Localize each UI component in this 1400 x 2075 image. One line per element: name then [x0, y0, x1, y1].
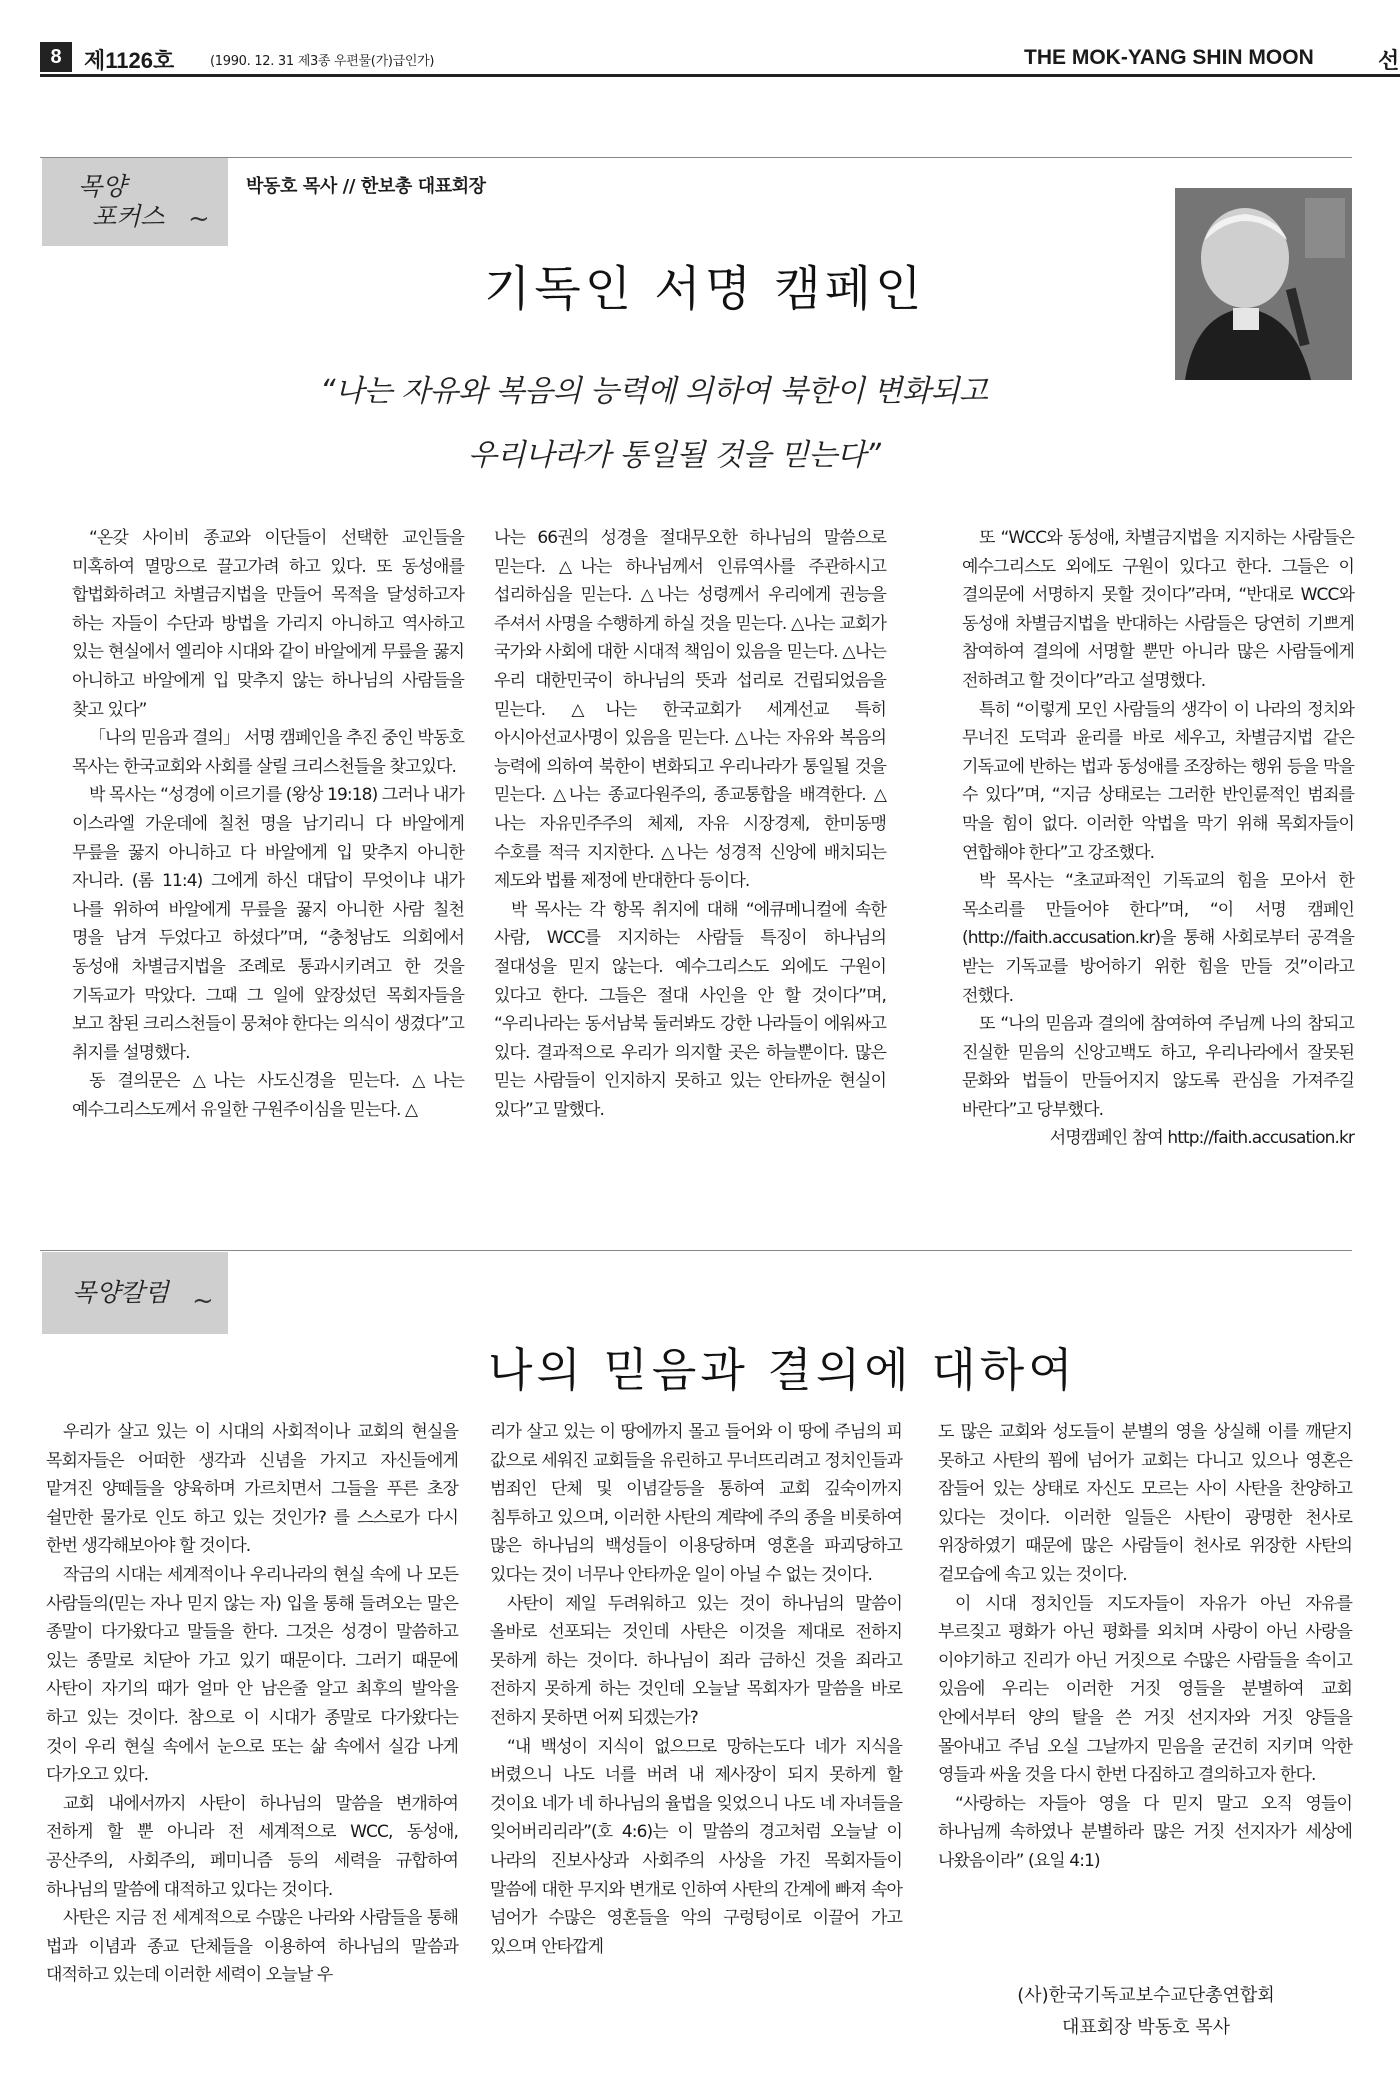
article2-column-2 [490, 1418, 902, 1961]
paragraph: 특히 “이렇게 모인 사람들의 생각이 이 나라의 정치와 무너진 도덕과 윤리를 바로 세우고, 차별금지법 같은 기독교에 반하는 법과 동성애를 조장하는 행위 등을 막을 수 있다”며, “지금 상태로는 그러한 반인륜적인 범죄를 막을 힘이 없다. 이러한 악법을 막기 위해 목회자들이 연합해야 한다”고 강조했다. [962, 699, 1354, 863]
section-rule [40, 1250, 1352, 1251]
paragraph: 사탄은 지금 전 세계적으로 수많은 나라와 사람들을 통해 법과 이념과 종교 단체들을 이용하여 하나님의 말씀과 대적하고 있는데 이러한 세력이 오늘날 우 [46, 1908, 458, 1986]
section-badge-line1: 목양칼럼 [72, 1278, 169, 1307]
column-signature [938, 1980, 1354, 2044]
swirl-icon: ~ [192, 1286, 214, 1316]
paragraph: “사랑하는 자들아 영을 다 믿지 말고 오직 영들이 하나님께 속하였나 분별하라 많은 거짓 선지자가 세상에 나왔음이라” (요일 4:1) [938, 1793, 1352, 1871]
paragraph: 나는 66권의 성경을 절대무오한 하나님의 말씀으로 믿는다. △나는 하나님께서 인류역사를 주관하시고 섭리하심을 믿는다. △나는 성령께서 우리에게 권능을 주셔서 사명을 수행하게 하실 것을 믿는다. △나는 교회가 국가와 사회에 대한 시대적 책임이 있음을 믿는다. △나는 우리 대한민국이 하나님의 뜻과 섭리로 건립되었음을 믿는다. △나는 한국교회가 세계선교 특히 아시아선교사명이 있음을 믿는다. △나는 자유와 복음의 능력에 의하여 북한이 변화되고 우리나라가 통일될 것을 믿는다. △나는 종교다원주의, 종교통합을 배격한다. △나는 자유민주주의 체제, 자유 시장경제, 한미동맹 수호를 적극 지지한다. △나는 성경적 신앙에 배치되는 제도와 법률 제정에 반대한다 등이다. [494, 528, 886, 892]
article-subtitle-line1: “나는 자유와 복음의 능력에 의하여 북한이 변화되고 [320, 374, 988, 409]
article1-body [72, 524, 1354, 1214]
article1-column-3 [962, 524, 1354, 1153]
issue-number: 제1126호 [84, 48, 175, 73]
section-badge-line1: 목양 [78, 172, 127, 201]
section-badge-line2: 포커스 [92, 202, 165, 231]
page-number: 8 [40, 42, 72, 72]
newspaper-name: THE MOK-YANG SHIN MOON [1024, 46, 1314, 69]
paragraph: 도 많은 교회와 성도들이 분별의 영을 상실해 이를 깨닫지 못하고 사탄의 꾐에 넘어가 교회는 다니고 있으나 영혼은 잠들어 있는 상태로 자신도 모르는 사이 사탄을 찬양하고 있다는 것이다. 이러한 일들은 사탄이 광명한 천사로 위장하였기 때문에 많은 사람들이 천사로 위장한 사탄의 겉모습에 속고 있는 것이다. [938, 1422, 1352, 1585]
header-rule [40, 74, 1400, 77]
paragraph: 리가 살고 있는 이 땅에까지 몰고 들어와 이 땅에 주님의 피 값으로 세워진 교회들을 유린하고 무너뜨리려고 정치인들과 범죄인 단체 및 이념갈등을 통하여 교회 깊숙이까지 침투하고 있으며, 이러한 사탄의 계략에 주의 종을 비롯하여 많은 하나님의 백성들이 이용당하며 영혼을 파괴당하고 있다는 것이 너무나 안타까운 일이 아닐 수 없는 것이다. [490, 1422, 902, 1585]
swirl-icon: ~ [188, 204, 210, 234]
article2-body [46, 1418, 1352, 1986]
signature-name: 대표회장 박동호 목사 [1062, 2017, 1230, 2038]
section-badge-mokyang-column [42, 1252, 228, 1334]
article1-column-2 [494, 524, 886, 1124]
section-badge-mokyang-focus [42, 158, 228, 246]
byline: 박동호 목사 // 한보총 대표회장 [246, 176, 486, 197]
section-rule [40, 157, 1352, 158]
paragraph: 박 목사는 각 항목 취지에 대해 “에큐메니컬에 속한 사람, WCC를 지지하는 사람들 특징이 하나님의 절대성을 믿지 않는다. 예수그리스도 외에도 구원이 있다고 한다. 그들은 절대 사인을 안 할 것이다”며, “우리나라는 동서남북 둘러봐도 강한 나라들이 에워싸고 있다. 결과적으로 우리가 의지할 곳은 하늘뿐이다. 많은 믿는 사람들이 인지하지 못하고 있는 안타까운 현실이 있다”고 말했다. [494, 899, 886, 1120]
column-title: 나의 믿음과 결의에 대하여 [488, 1343, 1077, 1397]
paragraph: 작금의 시대는 세계적이나 우리나라의 현실 속에 나 모든 사람들의(믿는 자나 믿지 않는 자) 입을 통해 들려오는 말은 종말이 다가왔다고 말들을 한다. 그것은 성경이 말씀하고 있는 종말로 치닫아 가고 있기 때문이다. 그러기 때문에 사탄이 자기의 때가 얼마 안 남은줄 알고 최후의 발악을 하고 있는 것이다. 참으로 이 시대가 종말로 다가왔다는 것이 우리 현실 속에서 눈으로 또는 삶 속에서 실감 나게 다가오고 있다. [46, 1564, 458, 1786]
paragraph: 교회 내에서까지 사탄이 하나님의 말씀을 변개하여 전하게 할 뿐 아니라 전 세계적으로 WCC, 동성애, 공산주의, 사회주의, 페미니즘 등의 세력을 규합하여 하나님의 말씀에 대적하고 있다는 것이다. [46, 1793, 458, 1900]
article-title: 기독인 서명 캠페인 [484, 261, 926, 317]
paragraph: 또 “나의 믿음과 결의에 참여하여 주님께 나의 참되고 진실한 믿음의 신앙고백도 하고, 우리나라에서 잘못된 문화와 법들이 만들어지지 않도록 관심을 가져주길 바란다”고 당부했다. [962, 1014, 1354, 1120]
cut-off-character: 선 [1378, 49, 1400, 74]
paragraph: 우리가 살고 있는 이 시대의 사회적이나 교회의 현실을 목회자들은 어떠한 생각과 신념을 가지고 자신들에게 맡겨진 양떼들을 양육하며 가르치면서 그들을 푸른 초장 쉴만한 물가로 인도 하고 있는 것인가? 를 스스로가 다시 한번 생각해보아야 할 것이다. [46, 1422, 458, 1557]
article-subtitle-line2: 우리나라가 통일될 것을 믿는다” [468, 438, 881, 473]
paragraph: “내 백성이 지식이 없으므로 망하는도다 네가 지식을 버렸으니 나도 너를 버려 내 제사장이 되지 못하게 할 것이요 네가 네 하나님의 율법을 잊었으니 나도 네 자녀들을 잊어버리리라”(호 4:6)는 이 말씀의 경고처럼 오늘날 이 나라의 진보사상과 사회주의 사상을 가진 목회자들이 말씀에 대한 무지와 변개로 인하여 사탄의 간계에 빠져 속아 넘어가 수많은 영혼들을 악의 구렁텅이로 이끌어 가고 있으며 안타깝게 [490, 1736, 902, 1957]
paragraph: “온갖 사이비 종교와 이단들이 선택한 교인들을 미혹하여 멸망으로 끌고가려 하고 있다. 또 동성애를 합법화하려고 차별금지법을 만들어 목적을 달성하고자 하는 자들이 수단과 방법을 가리지 아니하고 역사하고 있는 현실에서 엘리야 시대와 같이 바알에게 무릎을 꿇지 아니하고 바알에게 입 맞추지 않는 하나님의 사람들을 찾고 있다” [72, 528, 464, 720]
author-photo [1175, 188, 1352, 380]
paragraph: 「나의 믿음과 결의」 서명 캠페인을 추진 중인 박동호 목사는 한국교회와 사회를 살릴 크리스천들을 찾고있다. [72, 728, 464, 777]
paragraph: 또 “WCC와 동성애, 차별금지법을 지지하는 사람들은 예수그리스도 외에도 구원이 있다고 한다. 그들은 이 결의문에 서명하지 못할 것이다”라며, “반대로 WCC와 동성애 차별금지법을 반대하는 사람들은 당연히 기쁘게 참여하여 결의에 서명할 뿐만 아니라 많은 사람들에게 전하려고 할 것이다”라고 설명했다. [962, 528, 1354, 691]
paragraph: 박 목사는 “성경에 이르기를 (왕상 19:18) 그러나 내가 이스라엘 가운데에 칠천 명을 남기리니 다 바알에게 무릎을 꿇지 아니하고 다 바알에게 입 맞추지 아니한 자니라. (롬 11:4) 그에게 하신 대답이 무엇이냐 내가 나를 위하여 바알에게 무릎을 꿇지 아니한 사람 칠천 명을 남겨 두었다고 하셨다”며, “충청남도 의회에서 동성애 차별금지법을 조례로 통과시키려고 한 것을 기독교가 막았다. 그때 그 일에 앞장섰던 목회자들을 보고 참된 크리스천들이 뭉쳐야 한다는 의식이 생겼다”고 취지를 설명했다. [72, 785, 464, 1063]
paragraph: 박 목사는 “초교파적인 기독교의 힘을 모아서 한 목소리를 만들어야 한다”며, “이 서명 캠페인(http://faith.accusation.kr)을 통해 사회로부터 공격을 받는 기독교를 방어하기 위한 힘을 만들 것”이라고 전했다. [962, 871, 1354, 1006]
article2-column-1 [46, 1418, 458, 1990]
paragraph: 동 결의문은 △나는 사도신경을 믿는다. △나는 예수그리스도께서 유일한 구원주이심을 믿는다. △ [72, 1071, 464, 1120]
campaign-link-note: 서명캠페인 참여 http://faith.accusation.kr [1049, 1128, 1354, 1149]
masthead [40, 42, 1400, 72]
postal-registration: (1990. 12. 31 제3종 우편물(가)급인가) [210, 54, 435, 69]
paragraph: 이 시대 정치인들 지도자들이 자유가 아닌 자유를 부르짖고 평화가 아닌 평화를 외치며 사랑이 아닌 사랑을 이야기하고 진리가 아닌 거짓으로 수많은 사람들을 속이고 있음에 우리는 이러한 거짓 영들을 분별하여 교회 안에서부터 양의 탈을 쓴 거짓 선지자와 거짓 양들을 몰아내고 주님 오실 그날까지 믿음을 굳건히 지키며 악한 영들과 싸울 것을 다시 한번 다짐하고 결의하고자 한다. [938, 1593, 1352, 1786]
paragraph: 사탄이 제일 두려워하고 있는 것이 하나님의 말씀이 올바로 선포되는 것인데 사탄은 이것을 제대로 전하지 못하게 하는 것이다. 하나님이 죄라 금하신 것을 죄라고 전하지 못하게 하는 것인데 오늘날 목회자가 말씀을 바로 전하지 못하면 어찌 되겠는가? [490, 1593, 902, 1728]
article2-column-3 [938, 1418, 1352, 1876]
article1-column-1 [72, 524, 464, 1124]
signature-organization: (사)한국기독교보수교단총연합회 [1017, 1985, 1275, 2006]
